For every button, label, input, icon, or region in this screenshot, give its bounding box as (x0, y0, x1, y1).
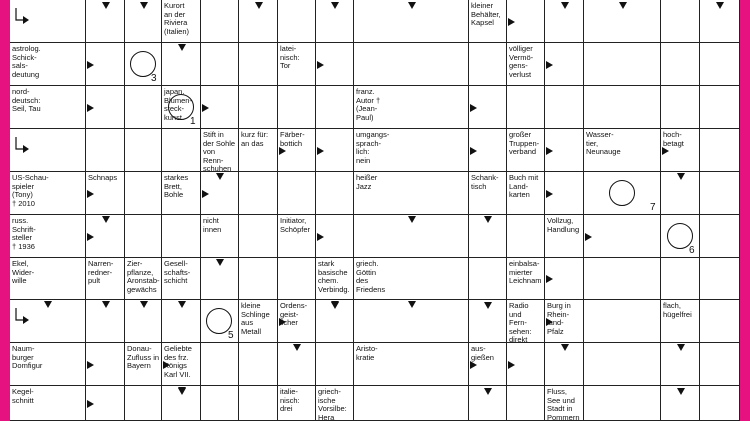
grid-cell[interactable] (354, 43, 469, 86)
grid-cell[interactable] (661, 43, 700, 86)
clue-cell: kleine Schlinge aus Metall (241, 301, 270, 336)
arrow-down-icon (484, 302, 492, 309)
grid-cell[interactable] (162, 129, 201, 172)
clue-cell: Buch mit Land- karten (509, 173, 539, 200)
arrow-right-icon (546, 190, 553, 198)
clue-cell: astrolog. Schick- sals- deutung (12, 44, 41, 79)
grid-cell[interactable] (584, 43, 661, 86)
left-pink-border (0, 0, 10, 421)
arrow-down-icon (716, 2, 724, 9)
clue-cell: Burg in Rhein- land- Pfalz (547, 301, 571, 336)
clue-cell: italie- nisch: drei (280, 387, 300, 414)
grid-cell[interactable] (316, 343, 354, 386)
arrow-right-icon (470, 147, 477, 155)
grid-cell[interactable] (239, 172, 278, 215)
grid-cell[interactable] (316, 172, 354, 215)
grid-cell[interactable] (507, 86, 545, 129)
arrow-right-icon (317, 147, 324, 155)
clue-cell: Radio und Fern- sehen: direkt (509, 301, 532, 343)
clue-cell: Färber- bottich (280, 130, 305, 148)
clue-cell: aus- gießen (471, 344, 494, 362)
clue-cell: Zier- pflanze, Aronstab- gewächs (127, 259, 160, 294)
arrow-down-icon (677, 388, 685, 395)
grid-cell[interactable] (125, 86, 162, 129)
arrow-down-icon (677, 173, 685, 180)
grid-cell[interactable] (507, 386, 545, 421)
clue-cell: heißer Jazz (356, 173, 378, 191)
grid-cell[interactable] (201, 43, 239, 86)
arrow-right-icon (202, 104, 209, 112)
grid-cell[interactable] (700, 300, 740, 343)
crossword-grid (10, 0, 740, 421)
clue-cell: hoch- betagt (663, 130, 684, 148)
clue-cell: griech. Göttin des Friedens (356, 259, 386, 294)
grid-cell[interactable] (201, 0, 239, 43)
grid-cell[interactable] (239, 386, 278, 421)
arrow-right-icon (508, 18, 515, 26)
grid-cell[interactable] (86, 129, 125, 172)
arrow-down-icon (561, 2, 569, 9)
clue-cell: Stift in der Sohle von Renn- schuhen (203, 130, 236, 172)
clue-cell: großer Truppen- verband (509, 130, 540, 157)
clue-cell: Ekel, Wider- wille (12, 259, 35, 286)
arrow-right-icon (317, 233, 324, 241)
grid-cell[interactable] (507, 215, 545, 258)
solution-number: 7 (650, 202, 656, 213)
arrow-down-icon (255, 2, 263, 9)
clue-cell: einbalsa- mierter Leichnam (509, 259, 542, 286)
clue-cell: nord- deutsch: Seil, Tau (12, 87, 41, 114)
arrow-down-icon (484, 388, 492, 395)
arrow-right-icon (87, 361, 94, 369)
grid-cell[interactable] (125, 215, 162, 258)
arrow-down-icon (408, 301, 416, 308)
arrow-down-icon (484, 216, 492, 223)
clue-cell: franz. Autor † (Jean- Paul) (356, 87, 381, 122)
grid-cell[interactable] (584, 215, 661, 258)
grid-cell[interactable] (278, 172, 316, 215)
grid-cell[interactable] (700, 386, 740, 421)
clue-cell: Initiator, Schöpfer (280, 216, 311, 234)
grid-cell[interactable] (278, 0, 316, 43)
arrow-right-icon (470, 104, 477, 112)
grid-cell[interactable] (661, 0, 700, 43)
grid-cell[interactable] (661, 86, 700, 129)
arrow-down-icon (331, 302, 339, 309)
grid-cell[interactable] (700, 129, 740, 172)
arrow-right-icon (585, 233, 592, 241)
arrow-down-icon (331, 2, 339, 9)
clue-cell: latei- nisch: Tor (280, 44, 300, 71)
clue-cell: US-Schau- spieler (Tony) † 2010 (12, 173, 49, 208)
clue-cell: umgangs- sprach- lich: nein (356, 130, 390, 165)
arrow-down-icon (102, 2, 110, 9)
arrow-down-icon (140, 2, 148, 9)
arrow-right-icon (87, 400, 94, 408)
grid-cell[interactable] (201, 386, 239, 421)
arrow-down-icon (561, 344, 569, 351)
arrow-down-icon (619, 2, 627, 9)
solution-number: 6 (689, 245, 695, 256)
clue-cell: griech- ische Vorsilbe: Hera (318, 387, 347, 421)
grid-cell[interactable] (469, 258, 507, 300)
grid-cell[interactable] (700, 86, 740, 129)
clue-cell: Ordens- geist- licher (280, 301, 308, 328)
grid-cell[interactable] (201, 343, 239, 386)
arrow-down-icon (44, 301, 52, 308)
arrow-bend-icon (14, 308, 30, 331)
arrow-bend-icon (14, 8, 30, 31)
arrow-down-icon (293, 344, 301, 351)
clue-cell: Vollzug, Handlung (547, 216, 580, 234)
arrow-bend-icon (14, 137, 30, 160)
grid-cell[interactable] (239, 343, 278, 386)
arrow-down-icon (178, 44, 186, 51)
arrow-right-icon (546, 61, 553, 69)
right-pink-border (740, 0, 750, 421)
grid-cell[interactable] (584, 300, 661, 343)
clue-cell: völliger Vermö- gens- verlust (509, 44, 534, 79)
clue-cell: Fluss, See und Stadt in Pommern (547, 387, 580, 421)
grid-cell[interactable] (584, 386, 661, 421)
arrow-down-icon (216, 173, 224, 180)
arrow-right-icon (87, 104, 94, 112)
clue-cell: Aristo- kratie (356, 344, 378, 362)
solution-circle (609, 180, 635, 206)
solution-number: 5 (228, 330, 234, 341)
grid-cell[interactable] (700, 343, 740, 386)
clue-cell: kurz für: an das (241, 130, 269, 148)
solution-number: 3 (151, 73, 157, 84)
grid-cell[interactable] (545, 86, 584, 129)
grid-cell[interactable] (162, 215, 201, 258)
grid-cell[interactable] (239, 258, 278, 300)
grid-cell[interactable] (584, 258, 661, 300)
clue-cell: Kurort an der Riviera (Italien) (164, 1, 190, 36)
arrow-right-icon (202, 190, 209, 198)
arrow-down-icon (140, 301, 148, 308)
arrow-right-icon (87, 233, 94, 241)
grid-cell[interactable] (700, 172, 740, 215)
grid-cell[interactable] (354, 386, 469, 421)
grid-cell[interactable] (278, 258, 316, 300)
solution-number: 1 (190, 116, 196, 127)
clue-cell: Schank- tisch (471, 173, 499, 191)
clue-cell: flach, hügelfrei (663, 301, 692, 319)
clue-cell: nicht innen (203, 216, 222, 234)
clue-cell: kleiner Behälter, Kapsel (471, 1, 501, 28)
grid-cell[interactable] (125, 386, 162, 421)
grid-cell[interactable] (239, 43, 278, 86)
arrow-down-icon (178, 301, 186, 308)
arrow-right-icon (546, 147, 553, 155)
arrow-down-icon (102, 301, 110, 308)
arrow-right-icon (87, 61, 94, 69)
arrow-down-icon (677, 344, 685, 351)
clue-cell: starkes Brett, Bohle (164, 173, 189, 200)
grid-cell[interactable] (239, 215, 278, 258)
grid-cell[interactable] (700, 43, 740, 86)
grid-cell[interactable] (584, 343, 661, 386)
clue-cell: Kegel- schnitt (12, 387, 34, 405)
clue-cell: japan. Blumen- steck- kunst (164, 87, 192, 122)
clue-cell: stark basische chem. Verbindg. (318, 259, 350, 294)
grid-cell[interactable] (700, 215, 740, 258)
arrow-right-icon (546, 275, 553, 283)
grid-cell[interactable] (661, 258, 700, 300)
grid-cell[interactable] (469, 43, 507, 86)
arrow-down-icon (216, 259, 224, 266)
grid-cell[interactable] (584, 86, 661, 129)
arrow-down-icon (102, 216, 110, 223)
grid-cell[interactable] (239, 86, 278, 129)
clue-cell: Narren- redner- pult (88, 259, 114, 286)
clue-cell: Wasser- tier, Neunauge (586, 130, 621, 157)
arrow-right-icon (317, 61, 324, 69)
clue-cell: Gesell- schafts- schicht (164, 259, 191, 286)
grid-cell[interactable] (700, 258, 740, 300)
arrow-right-icon (508, 361, 515, 369)
clue-cell: Donau- Zufluss in Bayern (127, 344, 160, 371)
arrow-down-icon (408, 216, 416, 223)
clue-cell: Naum- burger Domfigur (12, 344, 43, 371)
arrow-down-icon (408, 2, 416, 9)
clue-cell: Schnaps (88, 173, 118, 182)
grid-cell[interactable] (316, 86, 354, 129)
grid-cell[interactable] (278, 86, 316, 129)
clue-cell: russ. Schrift- steller † 1936 (12, 216, 36, 251)
grid-cell[interactable] (125, 172, 162, 215)
clue-cell: Geliebte des frz. Königs Karl VII. (164, 344, 192, 379)
grid-cell[interactable] (125, 129, 162, 172)
arrow-down-icon (178, 388, 186, 395)
